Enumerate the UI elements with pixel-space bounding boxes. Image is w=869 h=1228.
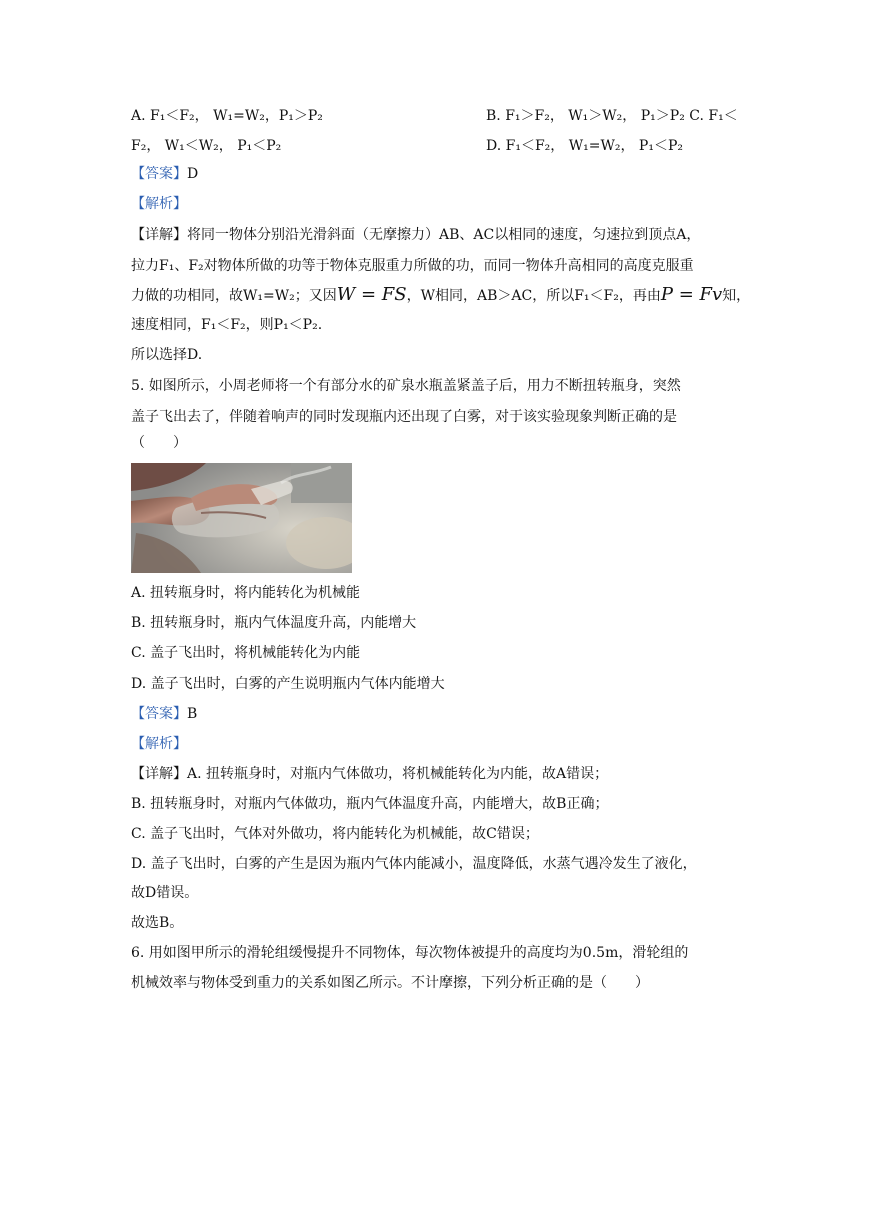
q6-stem-line-1: 6. 用如图甲所示的滑轮组缓慢提升不同物体，每次物体被提升的高度均为0.5m，滑轮组的: [131, 945, 689, 961]
q4-analysis-label: 【解析】: [131, 196, 187, 212]
q5-conclusion: 故选B。: [131, 915, 184, 931]
q5-detail-d-line-2: 故D错误。: [131, 885, 199, 901]
q5-stem-line-3: （ ）: [131, 435, 187, 451]
detail-text: 将同一物体分别沿光滑斜面（无摩擦力）AB、AC以相同的速度，匀速拉到顶点A，: [187, 227, 701, 243]
q4-option-d: D. F₁＜F₂， W₁=W₂， P₁＜P₂: [486, 138, 683, 154]
q4-option-b-c: B. F₁＞F₂， W₁＞W₂， P₁＞P₂ C. F₁＜: [486, 108, 738, 124]
q4-option-a: A. F₁＜F₂， W₁=W₂，P₁＞P₂: [131, 108, 323, 124]
answer-label: 【答案】: [131, 706, 187, 722]
q5-answer: [131, 704, 197, 724]
q6-stem-line-2: 机械效率与物体受到重力的关系如图乙所示。不计摩擦，下列分析正确的是（ ）: [131, 975, 649, 991]
q4-detail-line-1: [131, 225, 700, 245]
q4-answer: [131, 164, 198, 184]
q5-stem-line-1: 5. 如图所示，小周老师将一个有部分水的矿泉水瓶盖紧盖子后，用力不断扭转瓶身，突然: [131, 378, 681, 394]
q4-conclusion: 所以选择D.: [131, 347, 203, 363]
answer-label: 【答案】: [131, 166, 187, 182]
q5-detail-b: B. 扭转瓶身时，对瓶内气体做功，瓶内气体温度升高，内能增大，故B正确；: [131, 796, 609, 812]
q4-detail-line-3: [131, 285, 750, 306]
q5-option-b: B. 扭转瓶身时，瓶内气体温度升高，内能增大: [131, 615, 417, 631]
q5-detail-a: [131, 764, 608, 784]
bottle-photo-illustration: [131, 463, 352, 573]
detail-text: 力做的功相同，故W₁=W₂；又因: [131, 288, 337, 304]
q5-detail-c: C. 盖子飞出时，气体对外做功，将内能转化为机械能，故C错误；: [131, 826, 539, 842]
q5-analysis-label: 【解析】: [131, 736, 187, 752]
q4-detail-line-2: 拉力F₁、F₂对物体所做的功等于物体克服重力所做的功，而同一物体升高相同的高度克服重: [131, 258, 694, 274]
q5-detail-d-line-1: D. 盖子飞出时，白雾的产生是因为瓶内气体内能减小，温度降低，水蒸气遇冷发生了液化，: [131, 856, 697, 872]
q5-stem-line-2: 盖子飞出去了，伴随着响声的同时发现瓶内还出现了白雾，对于该实验现象判断正确的是: [131, 409, 677, 425]
q5-option-a: A. 扭转瓶身时，将内能转化为机械能: [131, 585, 361, 601]
formula-work: W = FS: [336, 284, 407, 305]
answer-value: B: [187, 706, 198, 722]
detail-label: 【详解】: [131, 227, 187, 243]
detail-text: ，W相同，AB＞AC，所以F₁＜F₂，再由: [406, 288, 661, 304]
answer-value: D: [187, 166, 199, 182]
q4-detail-line-4: 速度相同，F₁＜F₂，则P₁＜P₂.: [131, 317, 323, 333]
q5-option-c: C. 盖子飞出时，将机械能转化为内能: [131, 645, 361, 661]
detail-text: 知，: [722, 288, 751, 304]
bottle-experiment-photo: [131, 463, 352, 573]
detail-label: 【详解】: [131, 766, 187, 782]
detail-text: A. 扭转瓶身时，对瓶内气体做功，将机械能转化为内能，故A错误；: [187, 766, 609, 782]
formula-power: P = Fv: [660, 284, 723, 305]
q4-option-c-continued: F₂， W₁＜W₂， P₁＜P₂: [131, 138, 282, 154]
q5-option-d: D. 盖子飞出时，白雾的产生说明瓶内气体内能增大: [131, 676, 445, 692]
